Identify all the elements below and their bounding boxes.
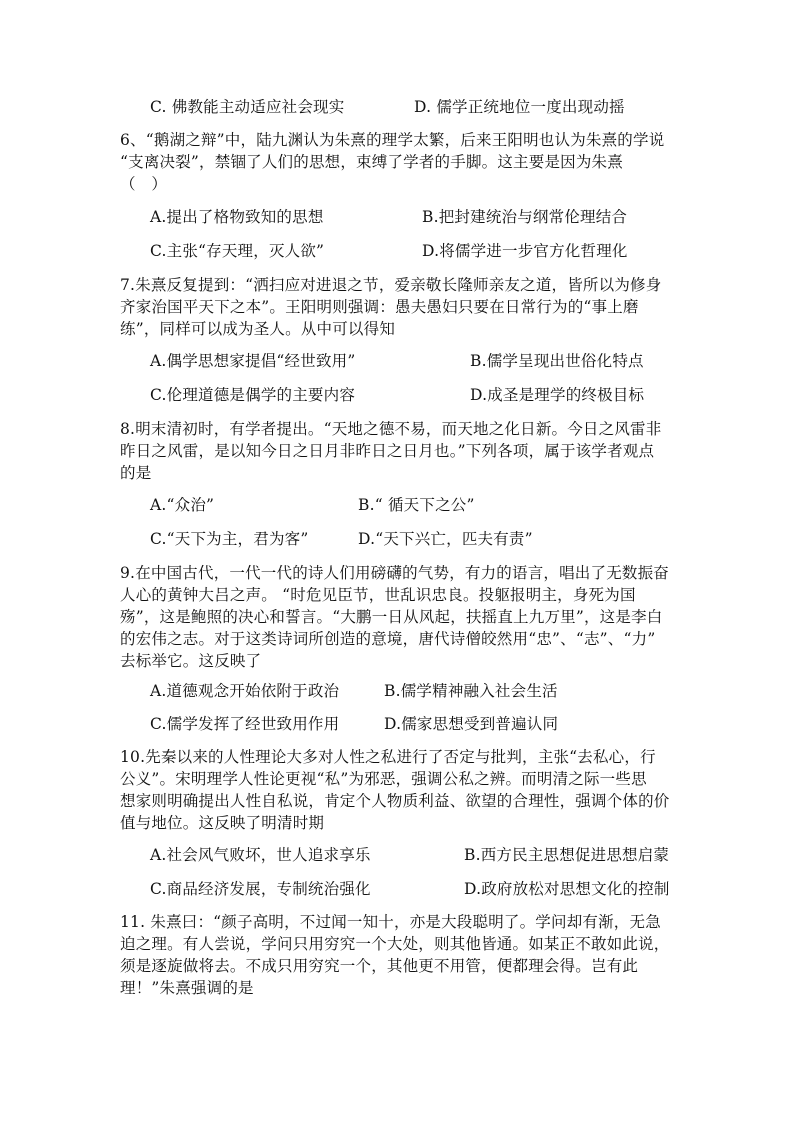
q9-option-b: B.儒学精神融入社会生活 xyxy=(384,682,558,700)
q11-stem-line-4: 理！”朱熹强调的是 xyxy=(120,979,254,997)
q5-option-d: D. 儒学正统地位一度出现动摇 xyxy=(414,98,625,116)
q9-stem-line-3: 殇”，这是鲍照的决心和誓言。“大鹏一日从风起，扶摇直上九万里”，这是李白 xyxy=(120,608,663,626)
q7-stem-line-2: 齐家治国平天下之本”。王阳明则强调：愚夫愚妇只要在日常行为的“事上磨 xyxy=(120,298,639,316)
q8-option-a: A.“众治” xyxy=(150,496,215,514)
q6-option-c: C.主张“存天理，灭人欲” xyxy=(150,242,325,260)
q7-option-d: D.成圣是理学的终极目标 xyxy=(470,386,645,404)
q10-stem-line-3: 想家则明确提出人性自私说，肯定个人物质利益、欲望的合理性，强调个体的价 xyxy=(120,792,670,810)
q8-stem-line-2: 昨日之风雷，是以知今日之日月非昨日之日月也。”下列各项，属于该学者观点 xyxy=(120,442,655,460)
q9-option-a: A.道德观念开始依附于政治 xyxy=(150,682,340,700)
q5-option-c: C. 佛教能主动适应社会现实 xyxy=(150,98,345,116)
q10-stem-line-4: 值与地位。这反映了明清时期 xyxy=(120,814,325,832)
q6-stem-line-1: 6、“鹅湖之辩”中，陆九渊认为朱熹的理学太繁，后来王阳明也认为朱熹的学说 xyxy=(120,131,665,149)
q7-stem-line-3: 练”，同样可以成为圣人。从中可以得知 xyxy=(120,320,396,338)
q9-stem-line-2: 人心的黄钟大吕之声。 “时危见臣节，世乱识忠良。投躯报明主，身死为国 xyxy=(120,586,636,604)
q7-stem-line-1: 7.朱熹反复提到：“洒扫应对进退之节，爱亲敬长隆师亲友之道，皆所以为修身 xyxy=(120,276,662,294)
q11-stem-line-3: 须是逐旋做将去。不成只用穷究一个，其他更不用管，便都理会得。岂有此 xyxy=(120,957,639,975)
q6-option-b: B.把封建统治与纲常伦理结合 xyxy=(422,208,628,226)
q7-option-c: C.伦理道德是偶学的主要内容 xyxy=(150,386,356,404)
q8-stem-line-1: 8.明末清初时，有学者提出。“天地之德不易，而天地之化日新。今日之风雷非 xyxy=(120,420,662,438)
q9-stem-line-5: 去标举它。这反映了 xyxy=(120,652,262,670)
q10-option-a: A.社会风气败坏，世人追求享乐 xyxy=(150,846,371,864)
q11-stem-line-2: 迫之理。有人尝说，学问只用穷究一个大处，则其他皆通。如某正不敢如此说， xyxy=(120,935,670,953)
q10-stem-line-1: 10.先秦以来的人性理论大多对人性之私进行了否定与批判，主张“去私心，行 xyxy=(120,748,656,766)
q8-option-d: D.“天下兴亡，匹夫有责” xyxy=(358,530,533,548)
q8-option-c: C.“天下为主，君为客” xyxy=(150,530,309,548)
q10-option-c: C.商品经济发展，专制统治强化 xyxy=(150,880,371,898)
q7-option-b: B.儒学呈现出世俗化特点 xyxy=(470,352,644,370)
q6-option-d: D.将儒学进一步官方化哲理化 xyxy=(422,242,628,260)
q9-stem-line-4: 的宏伟之志。对于这类诗词所创造的意境，唐代诗僧皎然用“忠”、“志”、“力” xyxy=(120,630,656,648)
q10-option-b: B.西方民主思想促进思想启蒙 xyxy=(464,846,670,864)
q10-option-d: D.政府放松对思想文化的控制 xyxy=(464,880,670,898)
q6-option-a: A.提出了格物致知的思想 xyxy=(150,208,324,226)
q8-option-b: B.“ 循天下之公” xyxy=(358,496,475,514)
q9-option-c: C.儒学发挥了经世致用作用 xyxy=(150,715,340,733)
q6-stem-line-2: “支离决裂”，禁锢了人们的思想，束缚了学者的手脚。这主要是因为朱熹 xyxy=(120,153,623,171)
q8-stem-line-3: 的是 xyxy=(120,464,152,482)
q11-stem-line-1: 11. 朱熹曰：“颜子高明，不过闻一知十，亦是大段聪明了。学问却有渐，无急 xyxy=(120,913,661,931)
q7-option-a: A.偶学思想家提倡“经世致用” xyxy=(150,352,356,370)
q9-option-d: D.儒家思想受到普遍认同 xyxy=(384,715,559,733)
q10-stem-line-2: 公义”。宋明理学人性论更视“私”为邪恶，强调公私之辨。而明清之际一些思 xyxy=(120,770,647,788)
q6-stem-line-3: （ ） xyxy=(120,175,168,193)
q9-stem-line-1: 9.在中国古代，一代一代的诗人们用磅礴的气势，有力的语言，唱出了无数振奋 xyxy=(120,564,669,582)
